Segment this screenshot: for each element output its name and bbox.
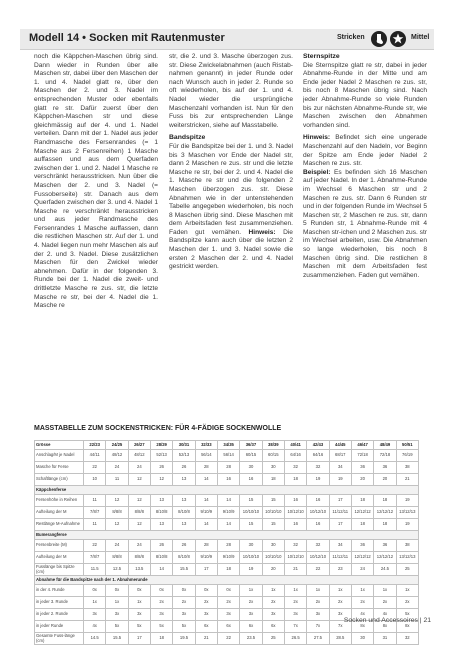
difficulty-star-icon: [390, 31, 406, 47]
table-cell: 20: [351, 474, 373, 486]
table-cell: 25: [396, 564, 418, 576]
table-cell: 16: [307, 519, 329, 531]
table-cell: 8/10/8: [150, 507, 172, 519]
table-row-label: Aufteilung der M: [35, 552, 84, 564]
table-cell: 6x: [240, 621, 262, 633]
table-cell: 68/17: [329, 450, 351, 462]
table-header-cell: 22/23: [84, 441, 106, 450]
table-cell: 13: [173, 474, 195, 486]
table-header-row: [35, 441, 419, 450]
table-row: [35, 507, 419, 519]
table-cell: 0x: [128, 585, 150, 597]
table-header-cell: Grösse: [35, 441, 84, 450]
table-cell: 18: [217, 564, 239, 576]
table-cell: 12/12/12: [374, 507, 396, 519]
table-cell: 15: [240, 495, 262, 507]
table-section-label: Abnahme für die Bandspitze nach der 1. Abnahmerunde: [35, 576, 419, 585]
table-cell: 2x: [374, 597, 396, 609]
table-cell: 12.5: [106, 564, 128, 576]
table-cell: 4x: [84, 621, 106, 633]
table-cell: 8/8/8: [106, 507, 128, 519]
table-header-cell: 36/37: [240, 441, 262, 450]
table-row-label: in jeder 2. Runde: [35, 609, 84, 621]
table-cell: 30: [262, 540, 284, 552]
table-cell: 25: [262, 633, 284, 645]
table-cell: 5x: [106, 621, 128, 633]
table-cell: 2x: [195, 597, 217, 609]
table-cell: 10/12/10: [307, 552, 329, 564]
table-section-label: Käppchenferse: [35, 486, 419, 495]
table-cell: 18: [150, 633, 172, 645]
table-cell: 9/10/9: [195, 507, 217, 519]
table-cell: 8x: [374, 621, 396, 633]
hint-text: Befindet sich eine ungerade Maschenzahl auf den Nadeln, vor Beginn der Spitze am Ende jeder Nadel 2 Maschen re zus. str.: [303, 134, 427, 168]
table-cell: 64/16: [307, 450, 329, 462]
table-header-cell: 40/41: [284, 441, 306, 450]
table-cell: 8/8/8: [128, 552, 150, 564]
table-cell: 26: [173, 462, 195, 474]
table-cell: 52/13: [173, 450, 195, 462]
table-cell: 7x: [329, 621, 351, 633]
table-cell: 12/12/12: [374, 552, 396, 564]
table-cell: 24: [351, 564, 373, 576]
table-cell: 48/12: [106, 450, 128, 462]
table-cell: 3x: [84, 609, 106, 621]
table-cell: 28: [195, 540, 217, 552]
table-cell: 23.5: [240, 633, 262, 645]
table-header-cell: 48/49: [374, 441, 396, 450]
table-cell: 30: [351, 633, 373, 645]
hint-label: Hinweis:: [248, 228, 276, 236]
table-cell: 6x: [262, 621, 284, 633]
table-cell: 10: [84, 474, 106, 486]
size-table-wrapper: [34, 440, 419, 645]
table-header-cell: 46/47: [351, 441, 373, 450]
table-cell: 32: [307, 462, 329, 474]
table-header-cell: 42/43: [307, 441, 329, 450]
table-row-label: Anschlag/M je Nadel: [35, 450, 84, 462]
table-cell: 24: [128, 462, 150, 474]
table-cell: 1x: [84, 597, 106, 609]
table-cell: 14: [195, 474, 217, 486]
table-cell: 2x: [396, 597, 418, 609]
category-label: Stricken: [337, 34, 365, 41]
table-cell: 28.5: [329, 633, 351, 645]
table-row: [35, 474, 419, 486]
table-row-label: Fersenhöhe in Reihen: [35, 495, 84, 507]
table-cell: 19: [307, 474, 329, 486]
hint-text: Die Bandspitze kann auch über die letzten 2 Maschen der 1. und 3. Nadel sowie die ersten 2 Maschen der 2. und 4. Nadel gestrickt werden.: [169, 228, 293, 271]
table-cell: 16: [284, 495, 306, 507]
table-cell: 12: [128, 519, 150, 531]
table-cell: 3x: [128, 609, 150, 621]
table-cell: 14.5: [84, 633, 106, 645]
table-cell: 34: [329, 462, 351, 474]
instructions-paragraph: noch die Käppchen-Maschen übrig sind. Dann wieder in Runden über alle Maschen str, dabei über den Maschen der 1. und 4. Nadel glatt re, über den Maschen der 2. und 3. Nadel im entsprechenden Muster oder ebenfalls glatt re str. Dafür zuerst über den Käppchen-Maschen str und diese gleichmässig auf der 4. und 1. Nadel verteilen. Dann mit der 1. Nadel aus jeder Randmasche des Fersenrandes (= 1 Masche aus 2 Fersenreihen) 1 Masche auffassen und aus dem Querfaden zwischen der 1. und 2. Nadel 1 Masche re verschränkt herausstricken. Nun über die Maschen der 2. und 3. Nadel (= Fussoberseite) str. Danach aus dem Querfaden zwischen der 3. und 4. Nadel 1 Masche re verschränkt herausstricken und aus jeder Randmasche des Fersenrandes 1 Masche auffassen, dann die restlichen Maschen str. Auf der 1. und 4. Nadel liegen nun mehr Maschen als auf der 2. und 3. Nadel. Diese zusätzlichen Maschen für den Zwickel wieder abnehmen. Dafür in der folgenden 3. Runde bei der 1. Nadel die zweit- und drittletzte Masche re zus. str, die letzte Masche re str, bei der 4. Nadel die 1. Masche re: [34, 53, 158, 310]
instructions-paragraph: str, die 2. und 3. Masche überzogen zus. str. Diese Zwickelabnahmen (auch Ristab-nahmen genannt) in jeder Runde oder nach Wunsch auch in jeder 2. Runde so oft wiederholen, bis auf der 1. und 4. Nadel wieder die ursprüngliche Maschenzahl vorhanden ist. Nun für den Fuss bis zur entsprechenden Länge weiterstricken, siehe auf Masstabelle.: [169, 53, 293, 129]
sternspitze-paragraph: Die Sternspitze glatt re str, dabei in jeder Abnahme-Runde in der Mitte und am Ende jeder Nadel 2 Maschen re zus. str, bis noch 8 Maschen übrig sind. Nach jeder Abnahme-Runde so viele Runden bis zur nächsten Abnahme-Runde str, wie Maschen zwischen den Abnahmen vorhanden sind.: [303, 61, 427, 129]
table-cell: 2x: [351, 597, 373, 609]
table-cell: 52/13: [150, 450, 172, 462]
table-cell: 32: [284, 462, 306, 474]
table-cell: 32: [307, 540, 329, 552]
table-cell: 14: [217, 519, 239, 531]
table-row-label: Gesamte Fuss-länge (cm): [35, 633, 84, 645]
table-cell: 24.5: [374, 564, 396, 576]
table-cell: 15.5: [106, 633, 128, 645]
table-cell: 34: [329, 540, 351, 552]
table-cell: 38: [396, 462, 418, 474]
table-cell: 13: [173, 519, 195, 531]
table-title: MASSTABELLE ZUM SOCKENSTRICKEN: FÜR 4-FÄDIGE SOCKENWOLLE: [34, 425, 282, 432]
table-row: [35, 564, 419, 576]
table-cell: 72/18: [374, 450, 396, 462]
table-cell: 3x: [173, 609, 195, 621]
table-cell: 28: [217, 462, 239, 474]
table-cell: 0x: [195, 585, 217, 597]
table-cell: 30: [262, 462, 284, 474]
table-cell: 8/10/8: [173, 507, 195, 519]
table-cell: 7x: [284, 621, 306, 633]
table-cell: 10/12/10: [307, 507, 329, 519]
table-header-cell: 32/33: [195, 441, 217, 450]
hint-label: Hinweis:: [303, 134, 331, 142]
table-cell: 56/14: [195, 450, 217, 462]
example-label: Beispiel:: [303, 168, 331, 176]
table-cell: 12: [128, 474, 150, 486]
table-cell: 3x: [329, 609, 351, 621]
table-section-row: [35, 531, 419, 540]
table-cell: 10/10/10: [240, 507, 262, 519]
table-cell: 7/8/7: [84, 552, 106, 564]
table-cell: 11/12/11: [329, 507, 351, 519]
table-cell: 1x: [374, 585, 396, 597]
table-cell: 17: [329, 519, 351, 531]
table-cell: 9/10/9: [195, 552, 217, 564]
table-header-cell: 50/51: [396, 441, 418, 450]
table-cell: 24: [106, 540, 128, 552]
table-cell: 1x: [262, 585, 284, 597]
table-cell: 18: [284, 474, 306, 486]
table-row-label: Masche für Ferse: [35, 462, 84, 474]
table-cell: 2x: [217, 597, 239, 609]
table-cell: 30: [240, 540, 262, 552]
table-row-label: Fersenbreite (M): [35, 540, 84, 552]
table-row: [35, 519, 419, 531]
table-cell: 18: [262, 474, 284, 486]
table-section-row: [35, 576, 419, 585]
table-cell: 12: [106, 519, 128, 531]
table-cell: 1x: [240, 585, 262, 597]
table-cell: 11: [84, 519, 106, 531]
table-cell: 28: [217, 540, 239, 552]
table-cell: 2x: [284, 597, 306, 609]
table-cell: 13/12/13: [396, 507, 418, 519]
table-cell: 12: [150, 474, 172, 486]
table-header-cell: 44/45: [329, 441, 351, 450]
table-cell: 5x: [396, 609, 418, 621]
table-cell: 12: [106, 495, 128, 507]
table-cell: 12: [128, 495, 150, 507]
table-cell: 8x: [351, 621, 373, 633]
table-header-cell: 38/39: [262, 441, 284, 450]
table-cell: 4x: [374, 609, 396, 621]
table-section-label: Bumerangferse: [35, 531, 419, 540]
table-cell: 19.5: [173, 633, 195, 645]
table-row: [35, 633, 419, 645]
table-row-label: in der 4. Runde: [35, 585, 84, 597]
table-cell: 14: [217, 495, 239, 507]
table-cell: 22: [307, 564, 329, 576]
table-cell: 1x: [329, 585, 351, 597]
section-heading-bandspitze: Bandspitze: [169, 134, 206, 142]
table-cell: 3x: [106, 609, 128, 621]
table-row: [35, 585, 419, 597]
table-cell: 11.5: [84, 564, 106, 576]
table-cell: 0x: [106, 585, 128, 597]
page-header: [20, 29, 434, 50]
table-cell: 11/12/11: [329, 552, 351, 564]
table-cell: 13: [173, 495, 195, 507]
table-cell: 32: [396, 633, 418, 645]
table-header-cell: 30/31: [173, 441, 195, 450]
table-cell: 12/12/12: [351, 552, 373, 564]
table-cell: 3x: [284, 609, 306, 621]
table-cell: 36: [351, 462, 373, 474]
table-cell: 24: [106, 462, 128, 474]
table-cell: 17: [128, 633, 150, 645]
example-text: Es befinden sich 16 Maschen auf jeder Nadel. In der 1. Abnahme-Runde im Wechsel 6 Maschen str und 2 Maschen re zus. str. Dann 6 Runden str und in der folgenden Runde im Wechsel 5 Maschen str, 2 Maschen re zus. str, dann 5 Runden str, 1 Abnahme-Runde mit 4 Maschen str-ichen und 2 Maschen zus. str im Wechsel arbeiten, usw. Die Abnahmen so lange wiederholen, bis noch 8 Maschen übrig sind. Die restlichen 8 Maschen mit dem Arbeitsfaden fest zusammenziehen. Faden gut vernähen.: [303, 168, 427, 279]
table-cell: 76/19: [396, 450, 418, 462]
table-cell: 1x: [351, 585, 373, 597]
table-cell: 11: [84, 495, 106, 507]
table-cell: 22: [84, 462, 106, 474]
table-cell: 8/10/8: [150, 552, 172, 564]
table-cell: 18: [374, 495, 396, 507]
text-column-3: [303, 53, 427, 323]
table-cell: 19: [396, 495, 418, 507]
table-cell: 72/18: [351, 450, 373, 462]
table-cell: 9/10/9: [217, 507, 239, 519]
table-cell: 0x: [173, 585, 195, 597]
table-cell: 26: [150, 540, 172, 552]
table-cell: 5x: [173, 621, 195, 633]
table-cell: 2x: [173, 597, 195, 609]
table-row: [35, 597, 419, 609]
table-cell: 17: [195, 564, 217, 576]
table-cell: 19: [240, 564, 262, 576]
table-cell: 26.5: [284, 633, 306, 645]
text-column-2: [169, 53, 293, 323]
table-cell: 20: [262, 564, 284, 576]
table-cell: 2x: [262, 597, 284, 609]
table-cell: 15.5: [173, 564, 195, 576]
table-row-label: Schaftlänge (cm): [35, 474, 84, 486]
table-cell: 14: [150, 564, 172, 576]
size-table: [34, 440, 419, 645]
table-cell: 1x: [284, 585, 306, 597]
table-section-row: [35, 486, 419, 495]
table-cell: 24: [128, 540, 150, 552]
table-cell: 18: [351, 495, 373, 507]
bandspitze-text: Für die Bandspitze bei der 1. und 3. Nadel bis 3 Maschen vor Ende der Nadel str, dann 2 Maschen re zus. str und die letzte Masche re str, bei der 2. und 4. Nadel die 1. Masche re str und die folgenden 2 Maschen überzogen zus. str. Diese Abnahmen wie in der untenstehenden Tabelle angegeben wiederholen, bis noch 8 Maschen übrig sind. Diese Maschen mit dem Arbeitsfaden fest zusammenziehen. Faden gut vernähen.: [169, 142, 293, 236]
bandspitze-paragraph: [169, 143, 293, 272]
table-cell: 48/12: [128, 450, 150, 462]
table-cell: 16: [307, 495, 329, 507]
table-cell: 16: [217, 474, 239, 486]
table-cell: 21: [284, 564, 306, 576]
table-cell: 10/12/10: [284, 552, 306, 564]
table-cell: 2x: [240, 597, 262, 609]
table-cell: 56/14: [217, 450, 239, 462]
table-cell: 22: [84, 540, 106, 552]
table-row: [35, 495, 419, 507]
table-cell: 32: [284, 540, 306, 552]
table-cell: 10/10/10: [240, 552, 262, 564]
table-cell: 5x: [150, 621, 172, 633]
table-cell: 26: [150, 462, 172, 474]
table-cell: 60/15: [240, 450, 262, 462]
table-cell: 20: [374, 474, 396, 486]
table-cell: 31: [374, 633, 396, 645]
table-cell: 36: [374, 540, 396, 552]
table-cell: 36: [351, 540, 373, 552]
table-cell: 64/16: [284, 450, 306, 462]
table-header-cell: 26/27: [128, 441, 150, 450]
table-cell: 9/10/9: [217, 552, 239, 564]
page-footer: Socken und Accessoires | 21: [343, 617, 431, 624]
table-cell: 1x: [307, 585, 329, 597]
table-cell: 22: [217, 633, 239, 645]
table-cell: 27.5: [307, 633, 329, 645]
table-cell: 23: [329, 564, 351, 576]
table-cell: 7/8/7: [84, 507, 106, 519]
table-cell: 3x: [195, 609, 217, 621]
table-cell: 30: [240, 462, 262, 474]
table-cell: 11: [106, 474, 128, 486]
table-cell: 14: [195, 519, 217, 531]
difficulty-label: Mittel: [411, 34, 430, 41]
table-cell: 1x: [106, 597, 128, 609]
table-cell: 6x: [217, 621, 239, 633]
table-cell: 60/15: [262, 450, 284, 462]
table-cell: 28: [195, 462, 217, 474]
table-cell: 8/8/8: [106, 552, 128, 564]
table-cell: 15: [262, 519, 284, 531]
table-header-cell: 34/35: [217, 441, 239, 450]
table-row: [35, 552, 419, 564]
table-cell: 3x: [217, 609, 239, 621]
table-cell: 0x: [150, 585, 172, 597]
table-cell: 12/12/12: [351, 507, 373, 519]
table-cell: 0x: [84, 585, 106, 597]
table-cell: 7x: [307, 621, 329, 633]
example-paragraph: [303, 169, 427, 281]
table-row-label: Aufteilung der M: [35, 507, 84, 519]
table-row: [35, 450, 419, 462]
table-cell: 13.5: [128, 564, 150, 576]
table-cell: 13: [150, 495, 172, 507]
table-cell: 4x: [351, 609, 373, 621]
table-cell: 6x: [195, 621, 217, 633]
table-cell: 2x: [329, 597, 351, 609]
table-cell: 16: [240, 474, 262, 486]
table-cell: 2x: [307, 597, 329, 609]
table-cell: 1x: [396, 585, 418, 597]
table-row-label: in jeder Runde: [35, 621, 84, 633]
table-row: [35, 462, 419, 474]
table-cell: 19: [396, 519, 418, 531]
table-cell: 13/12/13: [396, 552, 418, 564]
table-cell: 15: [240, 519, 262, 531]
table-row-label: Fusslänge bis Spitze (cm): [35, 564, 84, 576]
table-cell: 26: [173, 540, 195, 552]
table-cell: 10/10/10: [262, 552, 284, 564]
table-row: [35, 540, 419, 552]
table-cell: 21: [396, 474, 418, 486]
table-cell: 14: [195, 495, 217, 507]
table-cell: 3x: [307, 609, 329, 621]
table-cell: 19: [329, 474, 351, 486]
sock-icon: [371, 31, 387, 47]
table-header-cell: 28/29: [150, 441, 172, 450]
table-cell: 0x: [217, 585, 239, 597]
table-body: [35, 450, 419, 645]
table-cell: 8/8/8: [128, 507, 150, 519]
table-cell: 38: [396, 540, 418, 552]
table-cell: 8/10/8: [173, 552, 195, 564]
table-cell: 10/10/10: [262, 507, 284, 519]
table-row-label: Restlänge M-Aufnahme: [35, 519, 84, 531]
table-cell: 3x: [150, 609, 172, 621]
table-cell: 2x: [150, 597, 172, 609]
table-cell: 10/12/10: [284, 507, 306, 519]
text-column-1: [34, 53, 158, 388]
table-cell: 18: [351, 519, 373, 531]
table-cell: 21: [195, 633, 217, 645]
page-title: Modell 14 • Socken mit Rautenmuster: [29, 32, 225, 44]
table-cell: 5x: [128, 621, 150, 633]
table-cell: 36: [374, 462, 396, 474]
table-header-cell: 24/25: [106, 441, 128, 450]
table-cell: 8x: [396, 621, 418, 633]
table-cell: 3x: [262, 609, 284, 621]
table-cell: 15: [262, 495, 284, 507]
table-cell: 16: [284, 519, 306, 531]
table-cell: 3x: [240, 609, 262, 621]
hint-paragraph: [303, 134, 427, 168]
table-cell: 17: [329, 495, 351, 507]
table-row-label: in jeder 3. Runde: [35, 597, 84, 609]
table-cell: 13: [150, 519, 172, 531]
table-cell: 1x: [128, 597, 150, 609]
table-cell: 44/11: [84, 450, 106, 462]
table-cell: 18: [374, 519, 396, 531]
section-heading-sternspitze: Sternspitze: [303, 53, 340, 60]
